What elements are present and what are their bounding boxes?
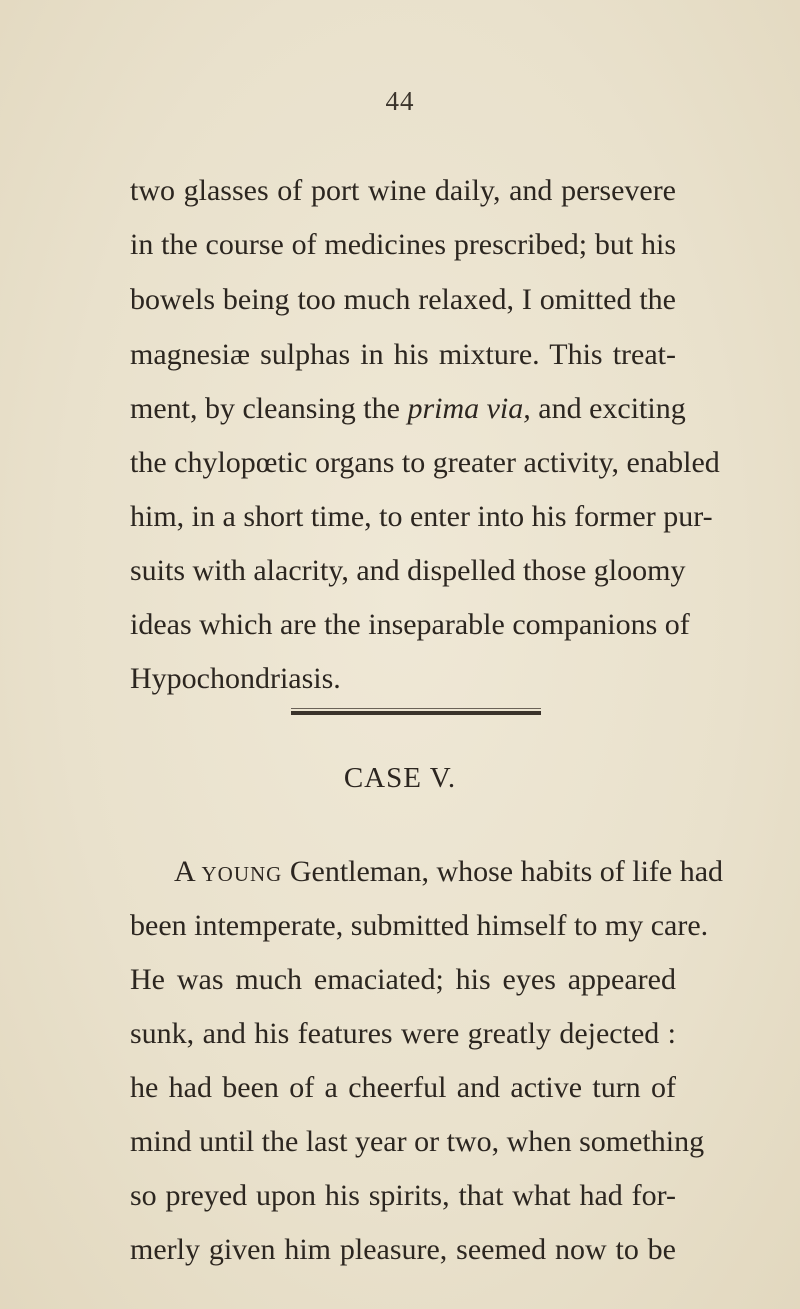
- text-line: sunk, and his features were greatly dejected :: [130, 1017, 676, 1050]
- text-run: and exciting: [530, 392, 686, 425]
- text-line-first: [174, 852, 724, 892]
- text-run: ment, by cleansing the: [130, 392, 408, 425]
- page-number: 44: [385, 86, 415, 116]
- text-line: mind until the last year or two, when something: [130, 1125, 705, 1158]
- text-line: two glasses of port wine daily, and persevere: [130, 174, 676, 207]
- text-line: the chylopœtic organs to greater activity, enabled: [130, 446, 720, 479]
- text-line: he had been of a cheerful and active turn of: [130, 1071, 676, 1104]
- section-divider-rule: [291, 711, 541, 715]
- text-line-with-italic: [130, 389, 686, 429]
- text-line: ideas which are the inseparable companions of: [130, 608, 690, 641]
- text-line: so preyed upon his spirits, that what had for-: [130, 1179, 676, 1212]
- italic-phrase: prima via,: [407, 392, 531, 425]
- text-line: merly given him pleasure, seemed now to be: [130, 1233, 676, 1266]
- text-line: bowels being too much relaxed, I omitted the: [130, 283, 676, 316]
- initial-letter: A: [174, 855, 195, 888]
- text-run: Gentleman, whose habits of life had: [282, 855, 724, 888]
- text-line: He was much emaciated; his eyes appeared: [130, 963, 676, 996]
- text-line: been intemperate, submitted himself to my care.: [130, 909, 709, 942]
- smallcaps-word: young: [201, 855, 283, 888]
- text-line: him, in a short time, to enter into his former pur-: [130, 500, 713, 533]
- text-line: in the course of medicines prescribed; but his: [130, 228, 676, 261]
- case-heading: CASE V.: [343, 762, 457, 794]
- text-line: suits with alacrity, and dispelled those gloomy: [130, 554, 686, 587]
- text-line-last: Hypochondriasis.: [130, 662, 341, 695]
- text-line: magnesiæ sulphas in his mixture. This treat-: [130, 338, 676, 371]
